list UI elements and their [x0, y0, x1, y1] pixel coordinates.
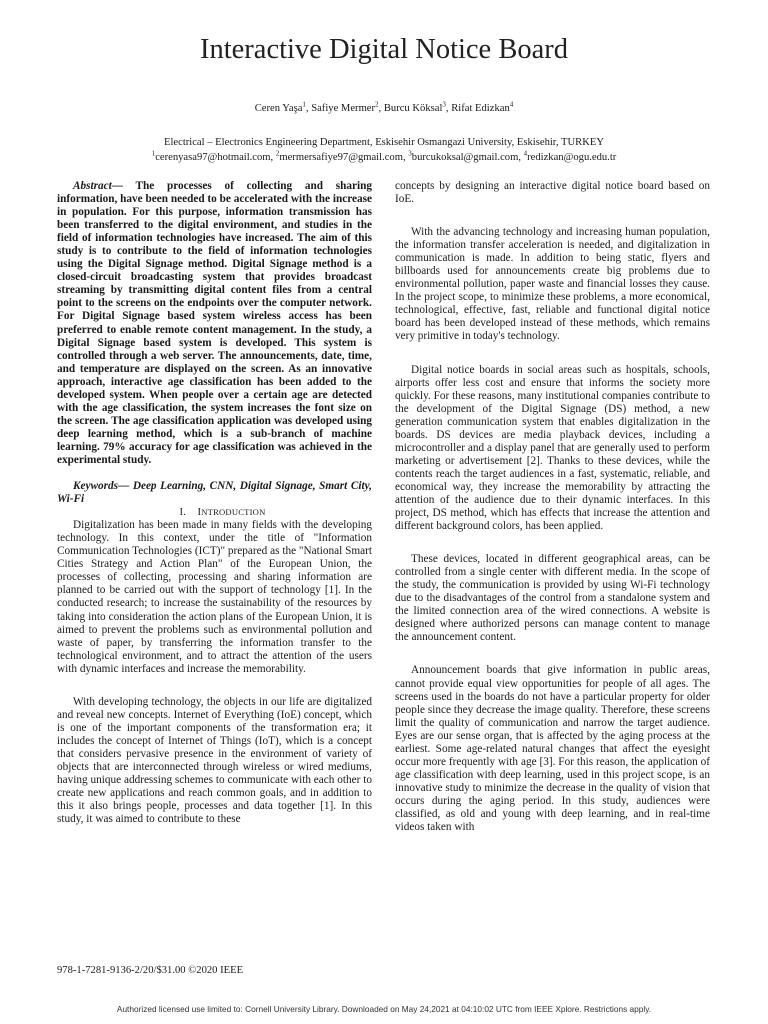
keywords-label: Keywords— [73, 480, 130, 493]
paper-title: Interactive Digital Notice Board [200, 34, 568, 65]
author-affil-mark: 1 [302, 100, 306, 109]
abstract-text: The processes of collecting and sharing information, have been needed to be accelerated with the increase in population. For this purpose, information transmission has been transferred to the digital environment, and studies in the field of information technologies have increased. The aim of this study is to contribute to the field of information technologies using the Digital Signage method. Digital Signage method is a closed-circuit broadcasting system that provides broadcast streaming by transmitting digital content files from a central point to the screens on the endpoints over the computer network. For Digital Signage based system wireless access has been preferred to enable remote content management. In the study, a Digital Signage based system is developed. This system is controlled through a web server. The announcements, date, time, and temperature are displayed on the screen. As an innovative approach, interactive age classification has been added to the developed system. When people over a certain age are detected with the age classification, the system increases the font size on the screen. The age classification application was developed using deep learning method, which is a sub-branch of machine learning. 79% accuracy for age classification was achieved in the experimental study. [57, 180, 372, 466]
body-paragraph: Digital notice boards in social areas such as hospitals, schools, airports offer less cost and ensure that informs the society more quickly. For these reasons, many institutional companies contribute to the development of the Digital Signage (DS) method, a new generation communication system that enables digitalization in the boards. DS devices are media playback devices, including a microcontroller and a display panel that are generally used to perform marketing or advertisement [2]. Thanks to these devices, while the contents reach the target audiences in a fast, systematic, reliable, and economical way, they increase the memorability by attracting the attention of the audience due to their dynamic interfaces. In this project, DS method, which has effects that increase the attention and different background colors, has been applied. [395, 363, 710, 533]
author-name: Rifat Edizkan [451, 103, 510, 114]
email-address: cerenyasa97@hotmail.com, [155, 152, 274, 163]
section-title-initial: I [197, 507, 202, 519]
left-column [57, 180, 372, 826]
keywords [57, 480, 372, 506]
section-heading-introduction [57, 506, 372, 519]
author-name: Safiye Mermer [311, 103, 376, 114]
body-paragraph: With developing technology, the objects in our life are digitalized and reveal new concepts. Internet of Everything (IoE) concept, which is one of the important components of the transformation era; it includes the concept of Internet of Things (IoT), which is a concept that considers pervasive presence in the environment of variety of objects that are interconnected through wireless or wired mediums, having unique addressing schemes to communicate with each other to create new applications and reach common goals, and in addition to this it also brings people, processes and data together [1]. In this study, it was aimed to contribute to these [57, 695, 372, 826]
email-mark: 1 [151, 149, 156, 158]
author-affil-mark: 4 [509, 100, 514, 109]
author-affil-mark: 3 [442, 100, 446, 109]
author-list: Ceren Yaşa$^1$, Safiye Mermer$^2$, Burcu Köksal$^3$, Rifat Edizkan$^4$ [254, 100, 514, 114]
affiliation: Electrical – Electronics Engineering Department, Eskisehir Osmangazi University, Eskisehir, TURKEY [164, 137, 604, 148]
author-affil-mark: 2 [375, 100, 379, 109]
right-column [395, 180, 710, 834]
affiliation-block [0, 135, 768, 165]
body-paragraph: With the advancing technology and increasing human population, the information transfer acceleration is needed, and digitalization in communication is made. In addition to being static, flyers and billboards used for announcements create big problems due to environmental pollution, paper waste and financial losses they cause. In the project scope, to minimize these problems, a more economical, technological, effective, fast, reliable and functional digital notice board has been developed instead of these methods, which remains very primitive in today's technology. [395, 226, 710, 343]
author-name: Burcu Köksal [383, 103, 443, 114]
email-address: mermersafiye97@gmail.com, [279, 152, 406, 163]
keywords-text: Deep Learning, CNN, Digital Signage, Smart City, Wi-Fi [57, 480, 372, 506]
body-paragraph: concepts by designing an interactive digital notice board based on IoE. [395, 180, 710, 206]
section-number: I. [179, 507, 187, 519]
author-name: Ceren Yaşa [254, 103, 303, 114]
abstract-label: Abstract— [73, 180, 124, 192]
email-mark: 4 [523, 149, 528, 158]
email-mark: 2 [275, 149, 280, 158]
body-paragraph: These devices, located in different geographical areas, can be controlled from a single center with different media. In the scope of the study, the communication is provided by using Wi-Fi technology due to the disadvantages of the control from a standalone system and the limited connection area of the wired connections. A website is designed where authorized persons can manage content to manage the announcement content. [395, 553, 710, 644]
body-paragraph: Digitalization has been made in many fields with the developing technology. In this context, under the title of "Information Communication Technologies (ICT)" prepared as the "National Smart Cities Strategy and Action Plan" of the European Union, the processes of collecting, processing and sharing information are planned to be carried out with the support of technology [1]. In the conducted research; to increase the sustainability of the resources by taking into consideration the action plans of the European Union, it is aimed to prevent the problems such as environmental pollution and waste of paper, by transferring the information transfer to the technological environment, and to attract the attention of the users with dynamic interfaces and increase the memorability. [57, 519, 372, 675]
abstract [57, 180, 372, 467]
body-paragraph: Announcement boards that give information in public areas, cannot provide equal view opportunities for people of all ages. The screens used in the boards do not have a particular property for older people since they decrease the image quality. Therefore, these screens limit the quality of communication and narrow the target audience. Eyes are our sense organ, that is affected by the aging process at the earliest. Some age-related natural changes that affect the eyesight occur more frequently with age [3]. For this reason, the application of age classification with deep learning, used in this project scope, is an innovative study to minimize the decrease in the quality of vision that occurs during the aging period. In this study, audiences were classified, as old and young with deep learning, and in real-time videos taken with [395, 664, 710, 834]
email-address: redizkan@ogu.edu.tr [527, 152, 617, 163]
section-title-rest: NTRODUCTION [201, 507, 266, 518]
email-mark: 3 [408, 149, 412, 158]
email-list [0, 150, 768, 165]
email-address: burcukoksal@gmail.com, [411, 152, 521, 163]
copyright-line: 978-1-7281-9136-2/20/$31.00 ©2020 IEEE [57, 965, 244, 976]
license-notice: Authorized licensed use limited to: Cornell University Library. Downloaded on May 24,2021 at 04:10:02 UTC from IEEE Xplore. Restrictions apply. [116, 1004, 652, 1014]
